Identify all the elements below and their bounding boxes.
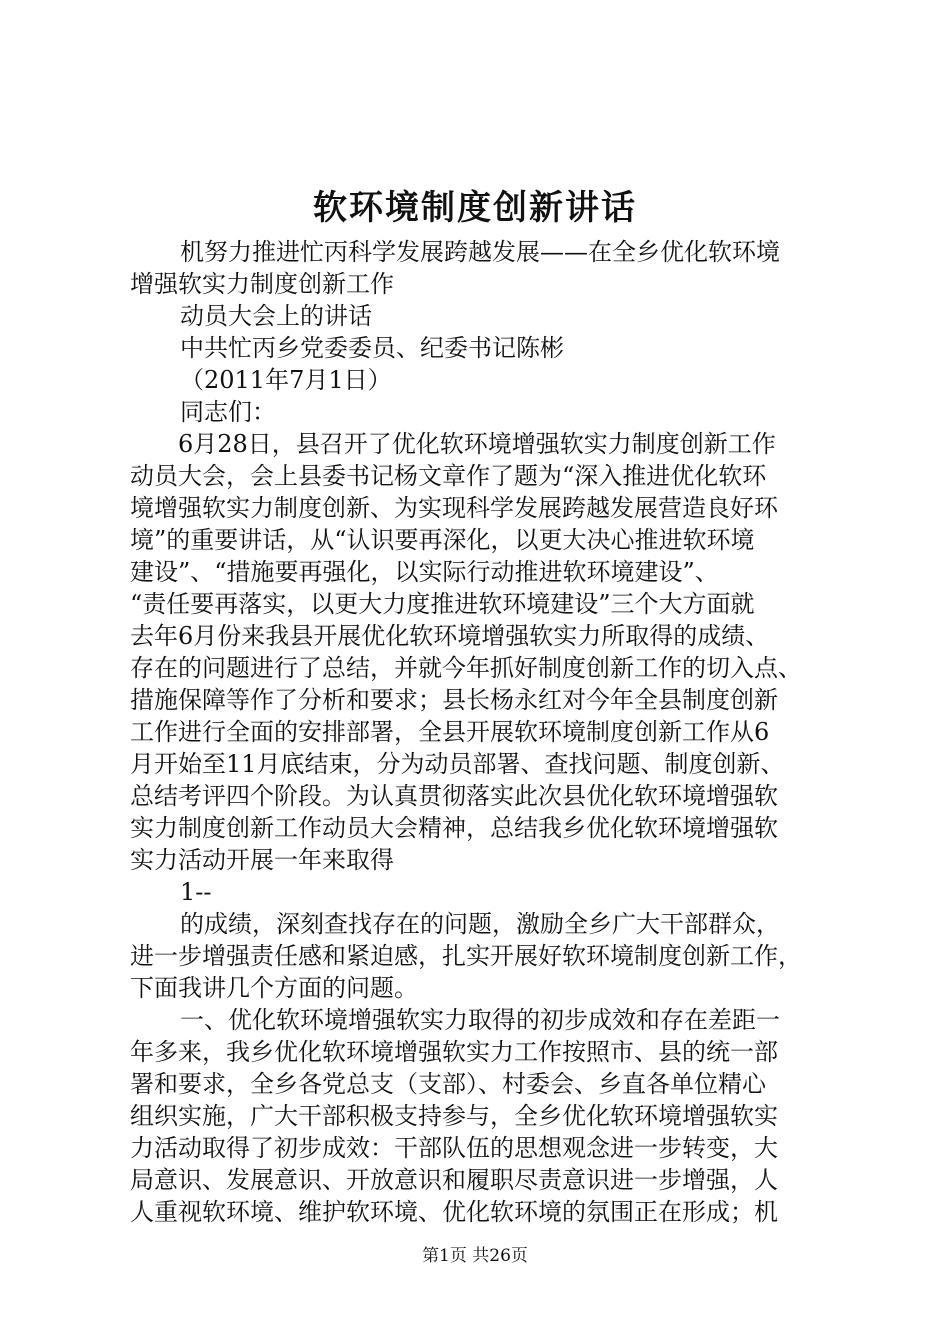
text-line: 存在的问题进行了总结，并就今年抓好制度创新工作的切入点、 bbox=[130, 654, 802, 682]
text-line: 总结考评四个阶段。为认真贯彻落实此次县优化软环境增强软 bbox=[130, 782, 778, 810]
text-line: 的成绩，深刻查找存在的问题，激励全乡广大干部群众， bbox=[180, 910, 780, 938]
text-line: 局意识、发展意识、开放意识和履职尽责意识进一步增强，人 bbox=[130, 1166, 778, 1194]
text-line: 实力活动开展一年来取得 bbox=[130, 846, 394, 874]
text-line: 月开始至11月底结束，分为动员部署、查找问题、制度创新、 bbox=[130, 750, 785, 778]
text-line: 一、优化软环境增强软实力取得的初步成效和存在差距一 bbox=[180, 1006, 780, 1034]
text-line: 中共忙丙乡党委委员、纪委书记陈彬 bbox=[180, 334, 564, 362]
text-line: 去年6月份来我县开展优化软环境增强软实力所取得的成绩、 bbox=[130, 622, 770, 650]
text-line: 年多来，我乡优化软环境增强软实力工作按照市、县的统一部 bbox=[130, 1038, 778, 1066]
text-line: 人重视软环境、维护软环境、优化软环境的氛围正在形成；机 bbox=[130, 1198, 778, 1226]
text-line: “责任要再落实，以更大力度推进软环境建设”三个大方面就 bbox=[130, 590, 755, 618]
text-line: 措施保障等作了分析和要求；县长杨永红对今年全县制度创新 bbox=[130, 686, 778, 714]
text-line: 工作进行全面的安排部署，全县开展软环境制度创新工作从6 bbox=[130, 718, 770, 746]
text-line: 同志们： bbox=[180, 398, 276, 426]
text-line: 力活动取得了初步成效：干部队伍的思想观念进一步转变，大 bbox=[130, 1134, 778, 1162]
text-line: 进一步增强责任感和紧迫感，扎实开展好软环境制度创新工作， bbox=[130, 942, 802, 970]
document-title: 软环境制度创新讲话 bbox=[313, 188, 637, 228]
text-line: 境增强软实力制度创新、为实现科学发展跨越发展营造良好环 bbox=[130, 494, 778, 522]
text-line: 境”的重要讲话，从“认识要再深化，以更大决心推进软环境 bbox=[130, 526, 755, 554]
text-line: 6月28日，县召开了优化软环境增强软实力制度创新工作 bbox=[178, 430, 776, 458]
text-line: 建设”、“措施要再强化，以实际行动推进软环境建设”、 bbox=[130, 558, 719, 586]
text-line: 1-- bbox=[180, 878, 212, 906]
text-line: 下面我讲几个方面的问题。 bbox=[130, 974, 418, 1002]
text-line: 动员大会，会上县委书记杨文章作了题为“深入推进优化软环 bbox=[130, 462, 767, 490]
page-footer: 第1页 共26页 bbox=[422, 1246, 528, 1266]
text-line: 机努力推进忙丙科学发展跨越发展——在全乡优化软环境 bbox=[180, 238, 780, 266]
text-line: 动员大会上的讲话 bbox=[180, 302, 372, 330]
text-line: 组织实施，广大干部积极支持参与，全乡优化软环境增强软实 bbox=[130, 1102, 778, 1130]
document-body bbox=[130, 236, 834, 1228]
text-line: 增强软实力制度创新工作 bbox=[130, 270, 394, 298]
text-line: 署和要求，全乡各党总支（支部）、村委会、乡直各单位精心 bbox=[130, 1070, 766, 1098]
text-line: （2011年7月1日） bbox=[180, 366, 392, 394]
text-line: 实力制度创新工作动员大会精神，总结我乡优化软环境增强软 bbox=[130, 814, 778, 842]
